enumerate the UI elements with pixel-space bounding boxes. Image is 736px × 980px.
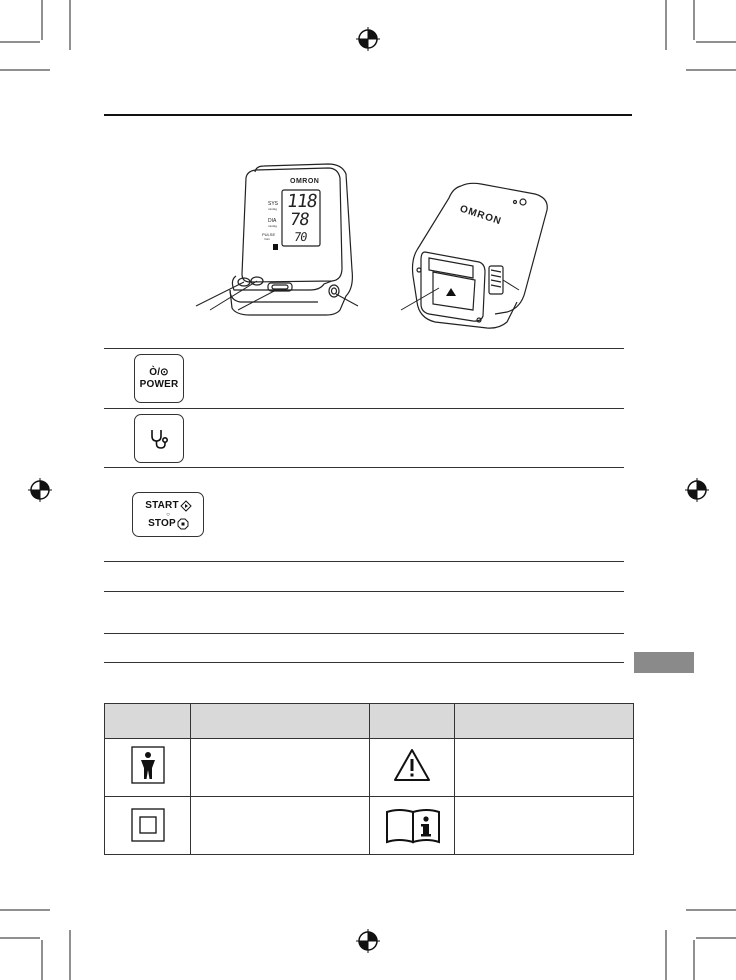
read-instructions-icon xyxy=(385,806,441,844)
front-brand-logo: OMRON xyxy=(290,178,320,185)
sys-value: 118 xyxy=(285,191,318,212)
row-rule-5 xyxy=(104,591,624,592)
row-rule-7 xyxy=(104,662,624,663)
row-rule-3 xyxy=(104,467,624,468)
power-label: POWER xyxy=(139,378,179,390)
pulse-value: 70 xyxy=(293,230,308,244)
type-bf-applied-part-icon xyxy=(131,746,165,784)
dia-label: DIA xyxy=(268,218,277,224)
stethoscope-button-icon xyxy=(134,414,184,463)
back-brand-logo: OMRON xyxy=(458,203,503,228)
sys-unit: mmHg xyxy=(268,207,277,211)
sys-label: SYS xyxy=(268,201,279,207)
start-label: START xyxy=(145,499,179,511)
monitor-back-illustration xyxy=(395,180,555,330)
dia-unit: mmHg xyxy=(268,224,277,228)
col-divider-1 xyxy=(190,704,191,854)
row-rule-6 xyxy=(104,633,624,634)
symbols-table xyxy=(104,703,634,855)
power-button-icon xyxy=(134,354,184,403)
registration-target-top xyxy=(356,27,380,51)
class-ii-equipment-icon xyxy=(131,808,165,842)
registration-target-left xyxy=(28,478,52,502)
power-symbol: Ò/⊙ xyxy=(149,366,169,378)
symbols-row-divider xyxy=(105,796,633,797)
col-divider-3 xyxy=(454,704,455,854)
section-tab xyxy=(634,652,694,673)
registration-target-bottom xyxy=(356,929,380,953)
row-rule-1 xyxy=(104,348,624,349)
monitor-front-illustration xyxy=(190,160,370,320)
start-stop-button-icon xyxy=(132,492,204,537)
start-diamond-icon xyxy=(181,501,191,511)
header-rule xyxy=(104,114,632,116)
col-divider-2 xyxy=(369,704,370,854)
registration-target-right xyxy=(685,478,709,502)
pulse-unit: /min xyxy=(264,237,270,241)
row-rule-2 xyxy=(104,408,624,409)
pulse-label: PULSE xyxy=(262,232,276,237)
warning-triangle-icon xyxy=(393,748,431,782)
row-rule-4 xyxy=(104,561,624,562)
stop-label: STOP xyxy=(148,517,176,529)
dia-value: 78 xyxy=(288,210,310,230)
separator-dot: ○ xyxy=(166,511,170,518)
stop-octagon-icon xyxy=(178,519,188,529)
